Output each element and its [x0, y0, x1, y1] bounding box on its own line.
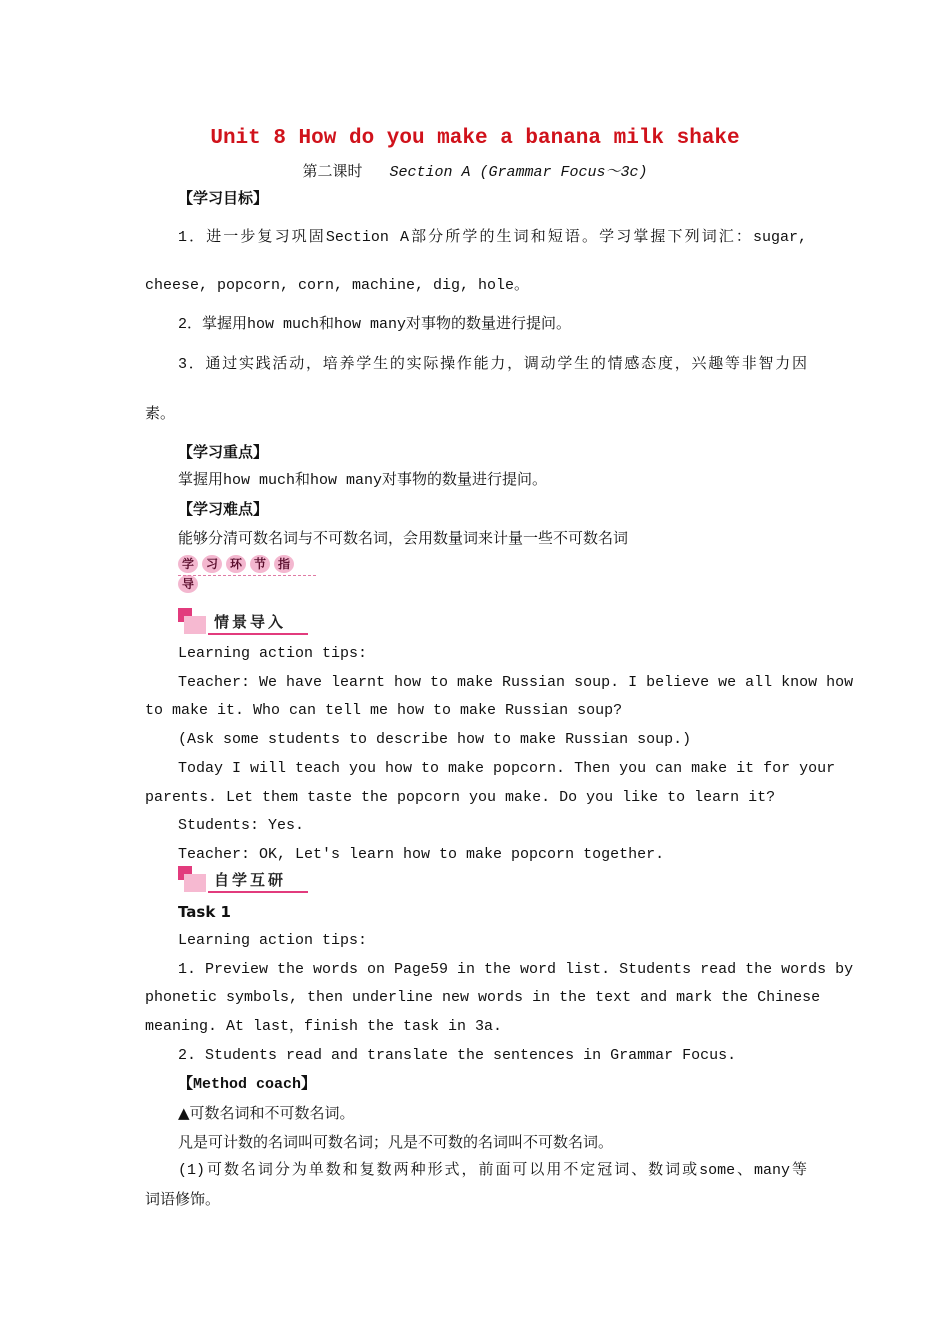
banner-char: 学	[178, 555, 198, 573]
intro-line-3: (Ask some students to describe how to make Russian soup.)	[178, 731, 692, 748]
objective-3-line-1: 3．通过实践活动，培养学生的实际操作能力，调动学生的情感态度，兴趣等非智力因	[178, 356, 807, 373]
intro-line-4: Today I will teach you how to make popcorn. Then you can make it for your	[178, 760, 836, 777]
intro-line-7: Teacher: OK, Let's learn how to make popcorn together.	[178, 846, 665, 863]
task-title: Task 1	[178, 903, 231, 921]
banner-char: 习	[202, 555, 222, 573]
banner-dashed-rule	[178, 575, 316, 576]
intro-line-1: Teacher: We have learnt how to make Russian soup. I believe we all know how	[178, 674, 854, 691]
objectives-heading: 【学习目标】	[178, 189, 269, 207]
section-marker-icon	[184, 616, 206, 634]
objective-2: 2．掌握用how much和how many对事物的数量进行提问。	[178, 316, 572, 333]
difficulties-text: 能够分清可数名词与不可数名词，会用数量词来计量一些不可数名词	[178, 529, 629, 547]
section-underline	[208, 633, 308, 635]
coach-line-2: 凡是可计数的名词叫可数名词；凡是不可数的名词叫不可数名词。	[178, 1133, 614, 1151]
task-tips: Learning action tips:	[178, 932, 368, 949]
banner-char: 环	[226, 555, 246, 573]
unit-title: Unit 8 How do you make a banana milk shake	[210, 127, 740, 150]
section-header-label: 情景导入	[214, 613, 287, 631]
objective-1-line-2: cheese, popcorn, corn, machine, dig, hole。	[145, 277, 530, 294]
lesson-number: 第二课时	[302, 162, 363, 180]
key-points-text: 掌握用how much和how many对事物的数量进行提问。	[178, 472, 548, 489]
task-step-2: 2. Students read and translate the sentences in Grammar Focus.	[178, 1047, 737, 1064]
coach-line-1: ▲可数名词和不可数名词。	[178, 1104, 355, 1122]
key-points-heading: 【学习重点】	[178, 443, 269, 461]
intro-tips: Learning action tips:	[178, 645, 368, 662]
coach-line-4: 词语修饰。	[145, 1190, 221, 1208]
objective-1-line-1: 1．进一步复习巩固Section A部分所学的生词和短语。学习掌握下列词汇：sugar,	[178, 229, 807, 246]
section-underline	[208, 891, 308, 893]
section-marker-icon	[184, 874, 206, 892]
intro-line-5: parents. Let them taste the popcorn you make. Do you like to learn it?	[145, 789, 776, 806]
section-header-self-study	[178, 866, 310, 894]
intro-line-6: Students: Yes.	[178, 817, 305, 834]
learning-guide-banner	[178, 553, 318, 591]
section-header-label: 自学互研	[214, 871, 287, 889]
banner-char: 节	[250, 555, 270, 573]
coach-line-3: (1)可数名词分为单数和复数两种形式，前面可以用不定冠词、数词或some、many等	[178, 1162, 807, 1179]
section-range: Section A (Grammar Focus～3c)	[389, 164, 648, 181]
task-step-1-line-1: 1. Preview the words on Page59 in the word list. Students read the words by	[178, 961, 854, 978]
banner-char: 导	[178, 575, 198, 593]
method-coach-heading: 【Method coach】	[178, 1076, 317, 1093]
task-step-1-line-2: phonetic symbols, then underline new words in the text and mark the Chinese	[145, 989, 821, 1006]
banner-char: 指	[274, 555, 294, 573]
intro-line-2: to make it. Who can tell me how to make Russian soup?	[145, 702, 623, 719]
section-header-intro	[178, 608, 310, 636]
objective-3-line-2: 素。	[145, 404, 176, 422]
task-step-1-line-3: meaning. At last，finish the task in 3a.	[145, 1018, 503, 1035]
lesson-subtitle	[0, 160, 950, 181]
difficulties-heading: 【学习难点】	[178, 500, 269, 518]
